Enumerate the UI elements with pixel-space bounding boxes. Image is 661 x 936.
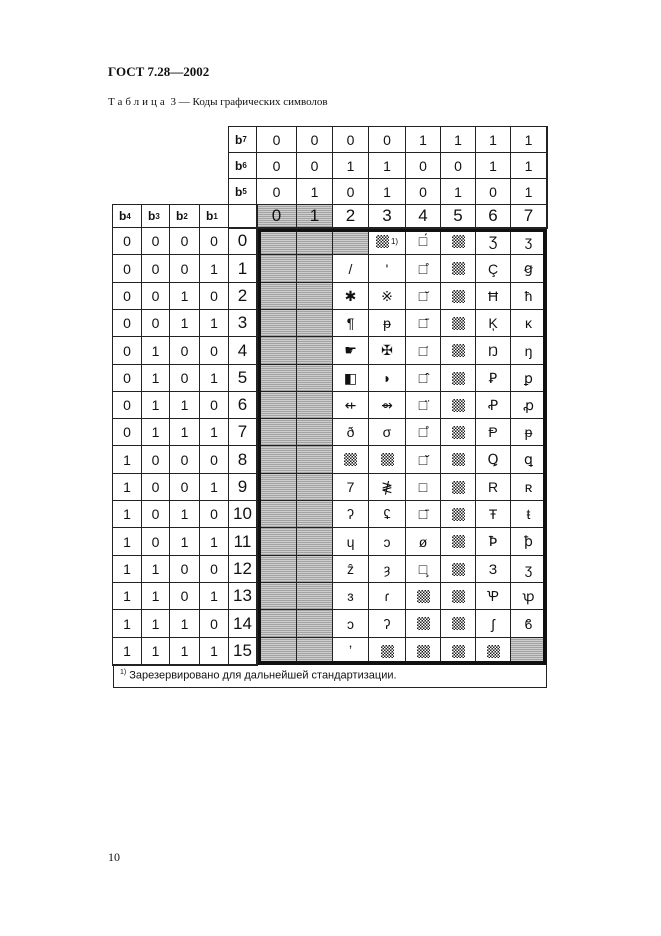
bit-value: 1: [406, 127, 441, 153]
glyph-cell: ŋ: [511, 337, 547, 365]
reserved-filled-cell: [441, 556, 476, 583]
unused-shaded-cell: [297, 501, 333, 528]
glyph-cell: ʀ: [511, 474, 547, 501]
filled-block-icon: [452, 535, 465, 548]
unused-shaded-cell: [297, 283, 333, 310]
bit-letter: b: [206, 209, 214, 223]
glyph-cell: Ꝕ: [476, 583, 511, 610]
row-bit-value: 0: [170, 474, 200, 501]
row-bit-value: 1: [113, 528, 142, 556]
unused-shaded-cell: [257, 283, 297, 310]
row-bit-value: 0: [170, 583, 200, 610]
document-title: ГОСТ 7.28—2002: [108, 64, 210, 79]
glyph-cell: ʒ: [511, 228, 547, 255]
row-number: 15: [229, 638, 257, 665]
reserved-filled-cell: [441, 228, 476, 255]
row-bit-value: 1: [113, 501, 142, 528]
glyph-cell: ꝕ: [511, 583, 547, 610]
bit-value: 1: [369, 153, 406, 179]
unused-shaded-cell: [257, 337, 297, 365]
bit-row-label: [229, 179, 257, 205]
unused-shaded-cell: [257, 474, 297, 501]
bit-index: 4: [126, 211, 131, 221]
unused-shaded-cell: [257, 528, 297, 556]
filled-block-icon: [417, 590, 430, 603]
column-number: 2: [333, 205, 369, 228]
row-number: 4: [229, 337, 257, 365]
bit-value: 1: [441, 127, 476, 153]
bit-value: 0: [297, 153, 333, 179]
row-bit-value: 0: [142, 255, 170, 283]
unused-shaded-cell: [297, 610, 333, 638]
glyph-cell: ʢ: [369, 501, 406, 528]
reserved-filled-cell: [369, 228, 406, 255]
row-bit-value: 0: [200, 228, 229, 255]
filled-block-icon: [452, 590, 465, 603]
bit-value: 1: [511, 153, 547, 179]
glyph-cell: σ: [369, 419, 406, 446]
reserved-filled-cell: [406, 610, 441, 638]
unused-shaded-cell: [257, 610, 297, 638]
glyph-cell: Ħ: [476, 283, 511, 310]
unused-shaded-cell: [257, 255, 297, 283]
glyph-cell: ꝗ: [511, 446, 547, 474]
glyph-cell: ẑ: [333, 556, 369, 583]
row-bit-header: [113, 205, 142, 228]
glyph-cell: ð: [333, 419, 369, 446]
unused-shaded-cell: [297, 310, 333, 337]
row-bit-value: 1: [170, 501, 200, 528]
unused-shaded-cell: [257, 392, 297, 419]
row-bit-value: 1: [170, 528, 200, 556]
unused-shaded-cell: [257, 501, 297, 528]
reserved-filled-cell: [441, 255, 476, 283]
unused-shaded-cell: [297, 337, 333, 365]
glyph-cell: ʒ: [511, 556, 547, 583]
row-bit-value: 0: [113, 392, 142, 419]
row-bit-header: [200, 205, 229, 228]
glyph-cell: ĸ: [511, 310, 547, 337]
unused-shaded-cell: [257, 446, 297, 474]
reserved-filled-cell: [441, 474, 476, 501]
filled-block-icon: [452, 399, 465, 412]
row-bit-value: 1: [142, 556, 170, 583]
glyph-cell: ħ: [511, 283, 547, 310]
caption-prefix: Таблица: [108, 96, 168, 108]
glyph-cell: ϐ: [511, 610, 547, 638]
row-bit-value: 0: [113, 310, 142, 337]
filled-block-icon: [452, 317, 465, 330]
glyph-cell: ȝ: [369, 556, 406, 583]
bit-value: 1: [511, 127, 547, 153]
glyph-cell: Ŋ: [476, 337, 511, 365]
glyph-cell: ø: [406, 528, 441, 556]
glyph-cell: ɔ: [369, 528, 406, 556]
row-bit-value: 1: [200, 528, 229, 556]
glyph-cell: ɥ: [333, 528, 369, 556]
row-bit-value: 0: [142, 228, 170, 255]
bit-index: 3: [155, 211, 160, 221]
row-bit-value: 0: [200, 610, 229, 638]
glyph-cell: ↄ: [333, 610, 369, 638]
row-bit-value: 1: [113, 474, 142, 501]
row-bit-value: 0: [113, 337, 142, 365]
row-bit-value: 1: [113, 556, 142, 583]
unused-shaded-cell: [297, 474, 333, 501]
row-number: 8: [229, 446, 257, 474]
row-bit-value: 0: [200, 556, 229, 583]
unused-shaded-cell: [297, 419, 333, 446]
unused-shaded-cell: [297, 446, 333, 474]
column-number: 7: [511, 205, 547, 228]
glyph-cell: Ķ: [476, 310, 511, 337]
reserved-filled-cell: [406, 638, 441, 665]
glyph-cell: ʃ: [476, 610, 511, 638]
glyph-cell: □: [406, 474, 441, 501]
bit-value: 0: [297, 127, 333, 153]
filled-block-icon: [452, 453, 465, 466]
footnote-text: Зарезервировано для дальнейшей стандартизации.: [126, 669, 397, 682]
row-bit-header: [142, 205, 170, 228]
row-bit-value: 0: [142, 283, 170, 310]
glyph-cell: ᵽ: [369, 310, 406, 337]
row-bit-value: 1: [200, 365, 229, 392]
glyph-cell: ': [369, 255, 406, 283]
reserved-filled-cell: [441, 365, 476, 392]
row-bit-value: 1: [170, 638, 200, 665]
filled-block-icon: [417, 645, 430, 658]
glyph-cell: 7: [333, 474, 369, 501]
row-number: 9: [229, 474, 257, 501]
glyph-cell: Ꝥ: [476, 528, 511, 556]
unused-shaded-cell: [257, 228, 297, 255]
row-bit-value: 0: [170, 446, 200, 474]
glyph-cell: ꝓ: [511, 392, 547, 419]
glyph-cell: □̧: [406, 556, 441, 583]
reserved-filled-cell: [441, 310, 476, 337]
glyph-cell: □̈: [406, 392, 441, 419]
row-bit-value: 0: [200, 337, 229, 365]
bit-letter: b: [148, 209, 156, 223]
unused-shaded-cell: [297, 228, 333, 255]
reserved-filled-cell: [406, 583, 441, 610]
row-bit-value: 1: [200, 310, 229, 337]
row-number: 7: [229, 419, 257, 446]
glyph-cell: □̇: [406, 337, 441, 365]
reserved-filled-cell: [441, 283, 476, 310]
bit-value: 1: [441, 179, 476, 205]
bit-value: 1: [476, 127, 511, 153]
bit-letter: b: [235, 184, 243, 199]
row-bit-value: 1: [200, 583, 229, 610]
glyph-cell: З: [476, 556, 511, 583]
bit-letter: b: [176, 209, 184, 223]
bit-index: 7: [242, 135, 247, 144]
row-bit-value: 1: [170, 310, 200, 337]
bit-index: 2: [183, 211, 188, 221]
filled-block-icon: [381, 453, 394, 466]
bit-value: 0: [406, 153, 441, 179]
row-number: 3: [229, 310, 257, 337]
glyph-cell: ʔ: [333, 501, 369, 528]
row-bit-value: 0: [113, 283, 142, 310]
row-bit-value: 0: [170, 228, 200, 255]
filled-block-icon: [452, 563, 465, 576]
bit-row-label: [229, 127, 257, 153]
filled-block-icon: [452, 481, 465, 494]
column-number: 5: [441, 205, 476, 228]
row-bit-value: 1: [170, 610, 200, 638]
glyph-cell: Ŧ: [476, 501, 511, 528]
filled-block-icon: [452, 617, 465, 630]
glyph-cell: ꞡ: [511, 255, 547, 283]
unused-shaded-cell: [257, 556, 297, 583]
bit-value: 0: [476, 179, 511, 205]
glyph-cell: Ꝑ: [476, 365, 511, 392]
column-number: 4: [406, 205, 441, 228]
filled-block-icon: [452, 290, 465, 303]
filled-block-icon: [487, 645, 500, 658]
unused-shaded-cell: [257, 638, 297, 665]
glyph-cell: ¶: [333, 310, 369, 337]
bit-value: 0: [333, 127, 369, 153]
unused-shaded-cell: [257, 583, 297, 610]
row-bit-value: 0: [113, 228, 142, 255]
bit-value: 0: [257, 153, 297, 179]
bit-letter: b: [119, 209, 127, 223]
glyph-cell: ※: [369, 283, 406, 310]
row-bit-value: 1: [170, 392, 200, 419]
row-bit-value: 1: [200, 638, 229, 665]
glyph-cell: ⇴: [369, 392, 406, 419]
filled-block-icon: [452, 372, 465, 385]
reserved-filled-cell: [441, 446, 476, 474]
bit-value: 0: [441, 153, 476, 179]
row-bit-value: 0: [200, 446, 229, 474]
unused-shaded-cell: [297, 392, 333, 419]
row-bit-value: 0: [170, 255, 200, 283]
glyph-cell: ᵽ: [511, 419, 547, 446]
reserved-filled-cell: [441, 419, 476, 446]
row-number: 1: [229, 255, 257, 283]
unused-shaded-cell: [257, 310, 297, 337]
unused-shaded-cell: [297, 255, 333, 283]
row-bit-value: 1: [142, 365, 170, 392]
glyph-cell: R: [476, 474, 511, 501]
reserved-filled-cell: [441, 638, 476, 665]
row-bit-value: 1: [113, 446, 142, 474]
unused-shaded-cell: [297, 583, 333, 610]
bit-value: 1: [369, 179, 406, 205]
glyph-cell: Ꝓ: [476, 392, 511, 419]
glyph-cell: □̊: [406, 255, 441, 283]
glyph-cell: ◧: [333, 365, 369, 392]
row-bit-value: 1: [113, 583, 142, 610]
bit-value: 1: [476, 153, 511, 179]
row-number: 5: [229, 365, 257, 392]
row-bit-value: 1: [200, 255, 229, 283]
bit-value: 1: [333, 153, 369, 179]
bit-row-label: [229, 153, 257, 179]
reserved-filled-cell: [441, 392, 476, 419]
glyph-cell: ✱: [333, 283, 369, 310]
glyph-cell: ꝑ: [511, 365, 547, 392]
reserved-filled-cell: [441, 528, 476, 556]
glyph-cell: ✠: [369, 337, 406, 365]
filled-block-icon: [452, 508, 465, 521]
reserved-filled-cell: [333, 446, 369, 474]
filled-block-icon: [452, 344, 465, 357]
column-number: 6: [476, 205, 511, 228]
filled-block-icon: [376, 235, 389, 248]
footnote-mark: 1): [120, 669, 127, 676]
column-number: 3: [369, 205, 406, 228]
glyph-cell: Ᵽ: [476, 419, 511, 446]
glyph-cell: ⇷: [333, 392, 369, 419]
glyph-cell: □̄: [406, 310, 441, 337]
row-bit-value: 0: [200, 283, 229, 310]
unused-shaded-cell: [257, 365, 297, 392]
unused-shaded-cell: [333, 228, 369, 255]
column-number: 0: [257, 205, 297, 228]
glyph-cell: ɾ: [369, 583, 406, 610]
reserved-filled-cell: [476, 638, 511, 665]
row-bit-value: 0: [113, 255, 142, 283]
row-bit-value: 0: [170, 556, 200, 583]
glyph-cell: □́: [406, 228, 441, 255]
row-number: 11: [229, 528, 257, 556]
unused-shaded-cell: [297, 528, 333, 556]
glyph-cell: □̌: [406, 446, 441, 474]
table-footnote: [113, 665, 547, 688]
bit-index: 1: [213, 211, 218, 221]
glyph-cell: □̂: [406, 365, 441, 392]
unused-shaded-cell: [297, 556, 333, 583]
row-bit-header: [170, 205, 200, 228]
row-number: 14: [229, 610, 257, 638]
glyph-cell: ʔ: [369, 610, 406, 638]
bit-value: 0: [406, 179, 441, 205]
row-bit-value: 1: [200, 419, 229, 446]
row-bit-value: 0: [170, 337, 200, 365]
glyph-cell: /: [333, 255, 369, 283]
unused-shaded-cell: [257, 419, 297, 446]
glyph-cell: Ʒ: [476, 228, 511, 255]
bit-letter: b: [235, 158, 243, 173]
unused-shaded-cell: [297, 638, 333, 665]
row-bit-value: 0: [113, 419, 142, 446]
row-bit-value: 1: [142, 638, 170, 665]
row-bit-value: 1: [113, 610, 142, 638]
row-number: 0: [229, 228, 257, 255]
row-bit-value: 0: [200, 501, 229, 528]
glyph-cell: □̄: [406, 501, 441, 528]
row-bit-value: 1: [170, 283, 200, 310]
unused-shaded-cell: [297, 365, 333, 392]
row-bit-value: 0: [142, 501, 170, 528]
glyph-cell: ŧ: [511, 501, 547, 528]
row-bit-value: 1: [142, 337, 170, 365]
filled-block-icon: [452, 235, 465, 248]
filled-block-icon: [344, 453, 357, 466]
bit-value: 1: [297, 179, 333, 205]
glyph-cell: ◗: [369, 365, 406, 392]
row-bit-value: 0: [200, 392, 229, 419]
bit-index: 6: [242, 161, 247, 170]
reserved-filled-cell: [369, 638, 406, 665]
bit-value: 0: [333, 179, 369, 205]
bit-index: 5: [242, 187, 247, 196]
row-bit-value: 1: [170, 419, 200, 446]
glyph-cell: ɜ: [333, 583, 369, 610]
row-bit-value: 1: [142, 392, 170, 419]
glyph-cell: ≹: [369, 474, 406, 501]
row-number-header: [229, 205, 257, 228]
filled-block-icon: [452, 426, 465, 439]
bit-value: 0: [257, 179, 297, 205]
glyph-cell: ꝥ: [511, 528, 547, 556]
row-number: 12: [229, 556, 257, 583]
footnote-ref: 1): [390, 236, 399, 246]
row-bit-value: 0: [142, 474, 170, 501]
reserved-filled-cell: [441, 610, 476, 638]
table-caption: [108, 96, 328, 108]
row-bit-value: 1: [142, 583, 170, 610]
bit-value: 0: [369, 127, 406, 153]
row-bit-value: 1: [142, 610, 170, 638]
caption-text: 3 — Коды графических символов: [167, 96, 328, 108]
row-bit-value: 0: [113, 365, 142, 392]
row-bit-value: 0: [142, 310, 170, 337]
glyph-cell: Ꝗ: [476, 446, 511, 474]
row-bit-value: 0: [142, 446, 170, 474]
glyph-cell: ʼ: [333, 638, 369, 665]
filled-block-icon: [381, 645, 394, 658]
unused-shaded-cell: [511, 638, 547, 665]
column-number: 1: [297, 205, 333, 228]
row-bit-value: 0: [170, 365, 200, 392]
row-number: 10: [229, 501, 257, 528]
row-bit-value: 1: [113, 638, 142, 665]
filled-block-icon: [417, 617, 430, 630]
row-bit-value: 1: [142, 419, 170, 446]
bit-letter: b: [235, 132, 243, 147]
reserved-filled-cell: [441, 501, 476, 528]
filled-block-icon: [452, 262, 465, 275]
glyph-cell: Ç: [476, 255, 511, 283]
filled-block-icon: [452, 645, 465, 658]
glyph-cell: □̆: [406, 283, 441, 310]
reserved-filled-cell: [441, 337, 476, 365]
row-number: 2: [229, 283, 257, 310]
glyph-cell: □̊: [406, 419, 441, 446]
row-bit-value: 0: [142, 528, 170, 556]
page-number: 10: [108, 850, 120, 864]
glyph-cell: ☛: [333, 337, 369, 365]
row-number: 13: [229, 583, 257, 610]
bit-value: 0: [257, 127, 297, 153]
reserved-filled-cell: [369, 446, 406, 474]
row-bit-value: 1: [200, 474, 229, 501]
reserved-filled-cell: [441, 583, 476, 610]
bit-value: 1: [511, 179, 547, 205]
row-number: 6: [229, 392, 257, 419]
